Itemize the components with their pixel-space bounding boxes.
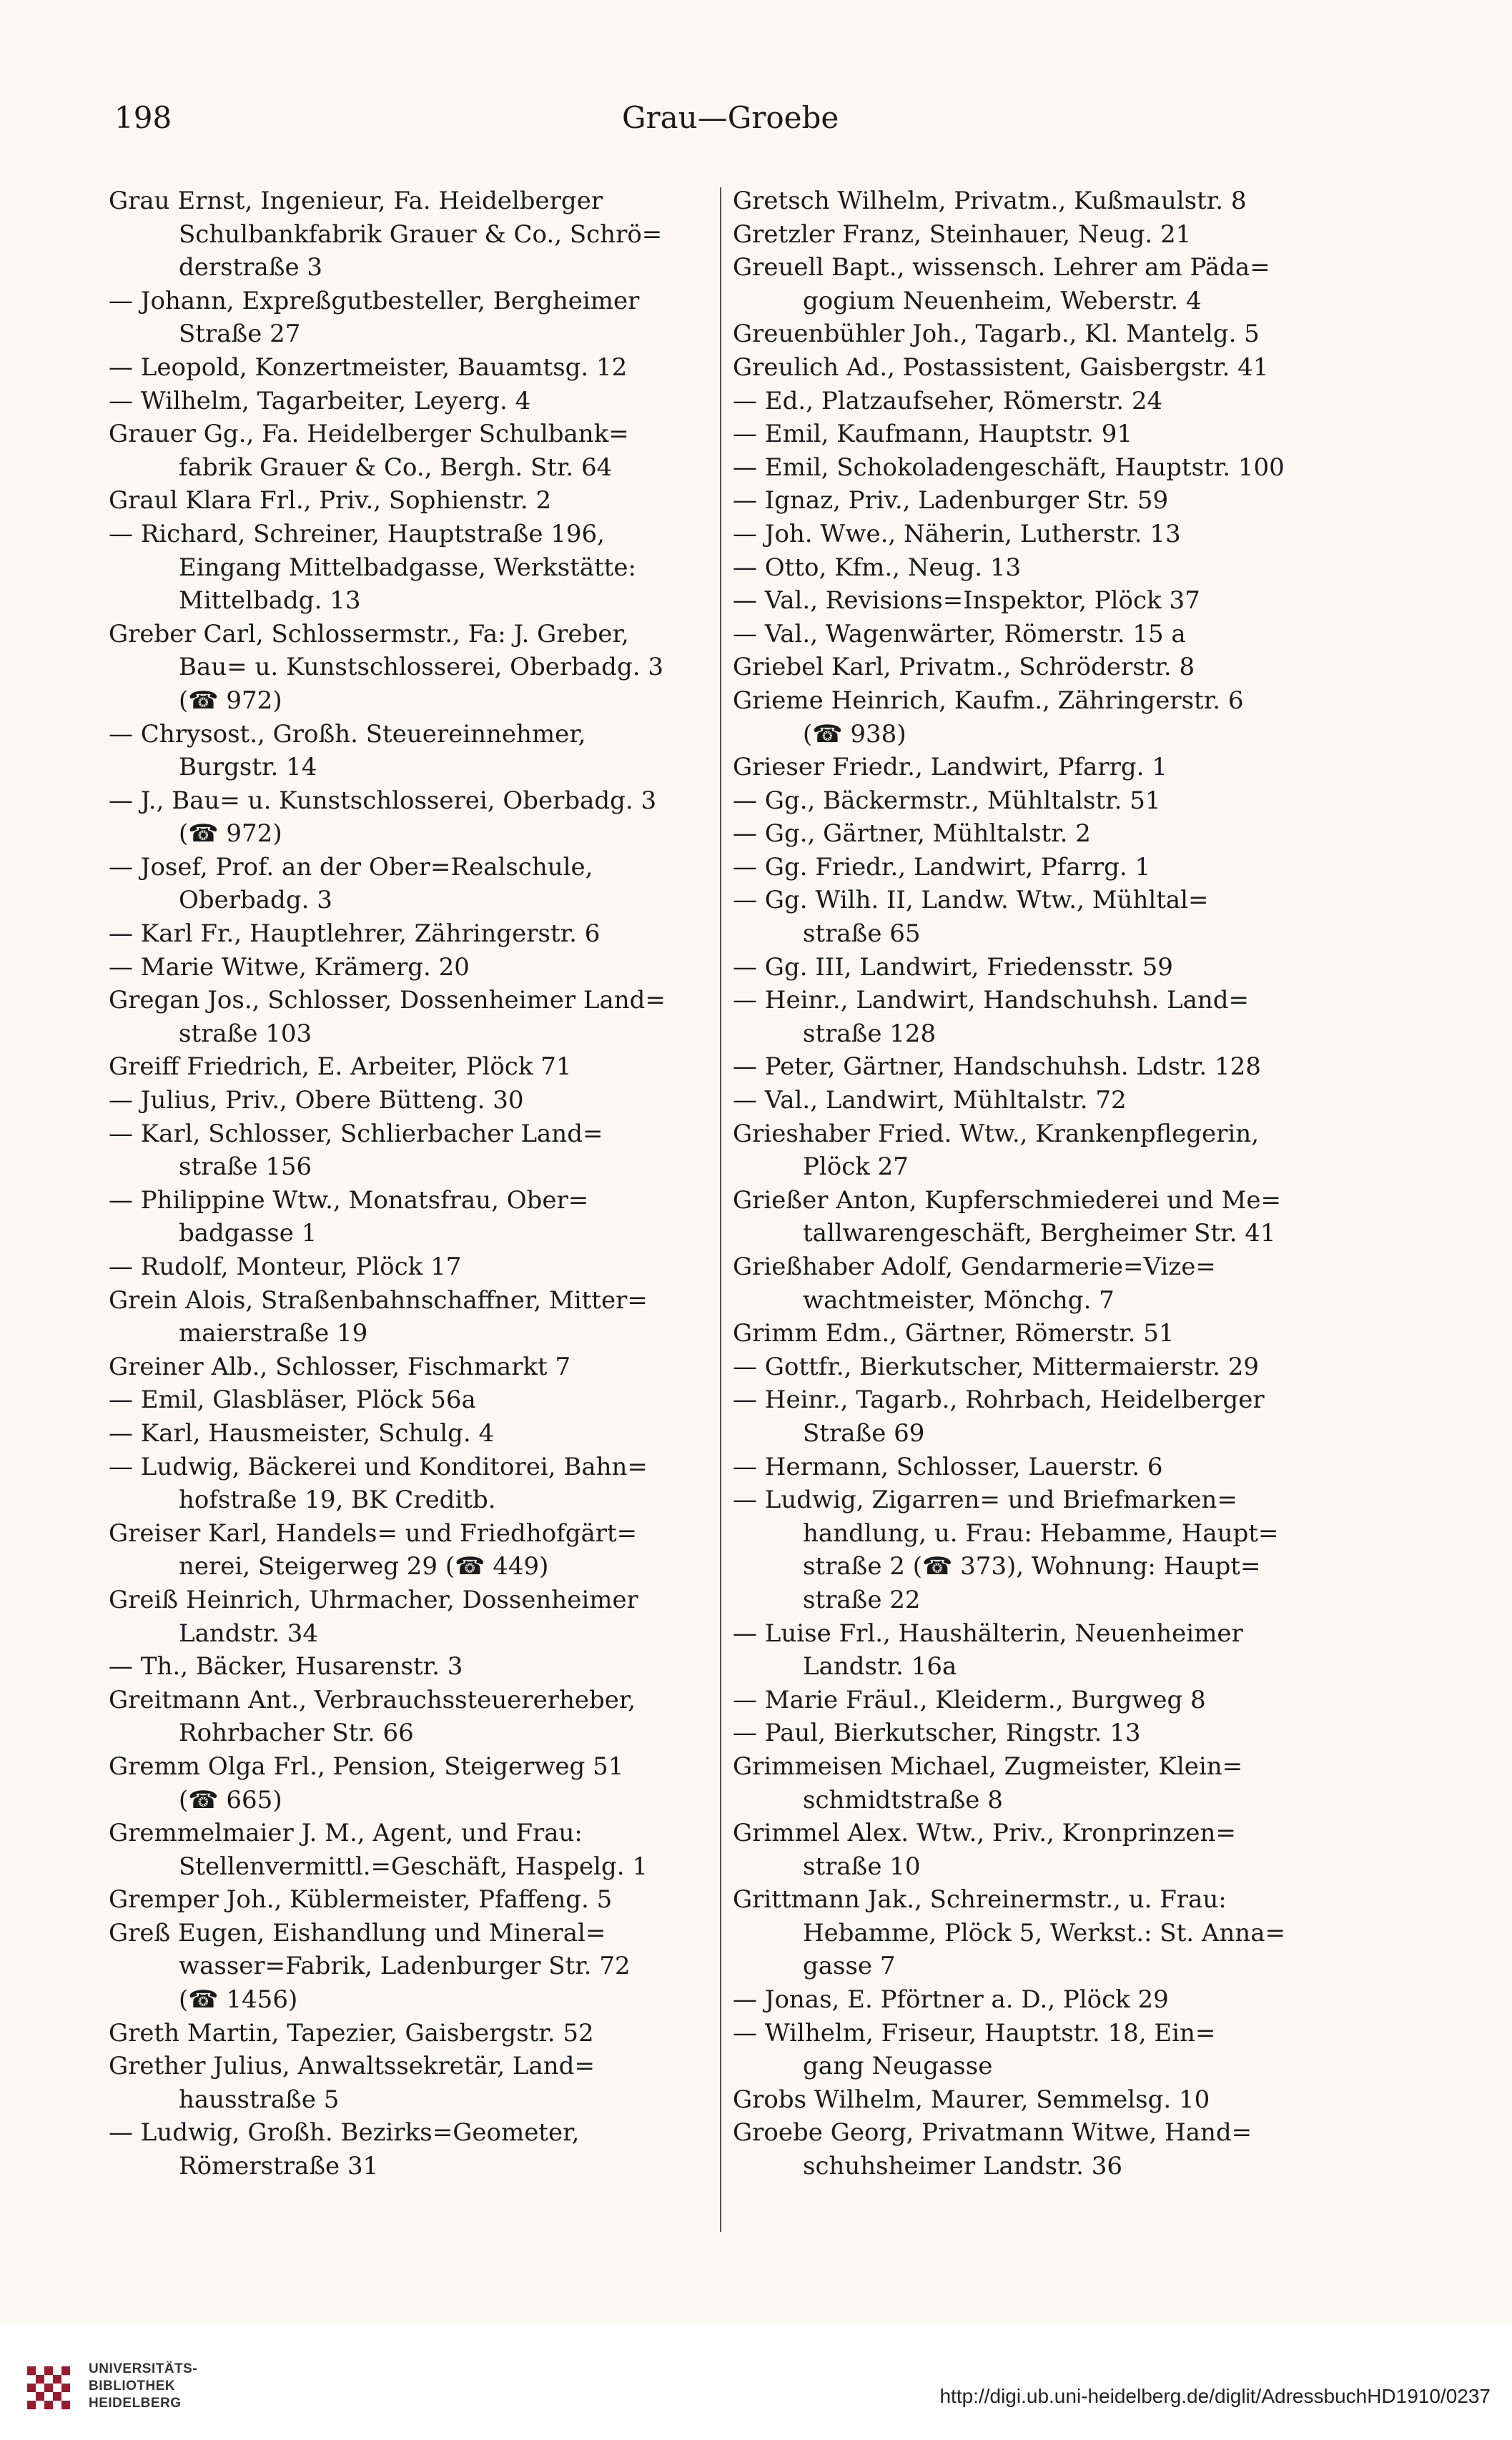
entry-continuation-line: straße 10 bbox=[803, 1852, 921, 1881]
entry-line: Greth Martin, Tapezier, Gaisbergstr. 52 bbox=[109, 2018, 594, 2048]
footer bbox=[0, 2323, 1512, 2440]
entry-line: Greiner Alb., Schlosser, Fischmarkt 7 bbox=[109, 1352, 571, 1381]
entry-continuation-line: badgasse 1 bbox=[179, 1219, 317, 1248]
entry-line: — Marie Fräul., Kleiderm., Burgweg 8 bbox=[733, 1685, 1206, 1714]
entry-line: — Gg. III, Landwirt, Friedensstr. 59 bbox=[733, 952, 1173, 982]
entry-line: Gremmelmaier J. M., Agent, und Frau: bbox=[109, 1819, 583, 1848]
entry-line: — Paul, Bierkutscher, Ringstr. 13 bbox=[733, 1719, 1141, 1748]
entry-continuation-line: gogium Neuenheim, Weberstr. 4 bbox=[803, 286, 1202, 315]
entry-line: Gretzler Franz, Steinhauer, Neug. 21 bbox=[733, 219, 1192, 249]
entry-continuation-line: Schulbankfabrik Grauer & Co., Schrö= bbox=[179, 219, 663, 249]
entry-line: — Karl, Schlosser, Schlierbacher Land= bbox=[109, 1119, 603, 1148]
entry-line: — Emil, Schokoladengeschäft, Hauptstr. 100 bbox=[733, 453, 1285, 482]
entry-continuation-line: Landstr. 16a bbox=[803, 1652, 957, 1681]
entry-line: Grieser Friedr., Landwirt, Pfarrg. 1 bbox=[733, 753, 1167, 782]
entry-line: — Peter, Gärtner, Handschuhsh. Ldstr. 128 bbox=[733, 1052, 1261, 1082]
entry-continuation-line: gasse 7 bbox=[803, 1952, 896, 1981]
entry-line: — Ludwig, Bäckerei und Konditorei, Bahn= bbox=[109, 1452, 648, 1481]
entry-continuation-line: Landstr. 34 bbox=[179, 1619, 319, 1648]
entry-line: Gremm Olga Frl., Pension, Steigerweg 51 bbox=[109, 1752, 624, 1781]
entry-line: Gregan Jos., Schlosser, Dossenheimer Land= bbox=[109, 986, 666, 1015]
library-name-line: UNIVERSITÄTS- bbox=[89, 2361, 198, 2376]
entry-continuation-line: Straße 69 bbox=[803, 1418, 925, 1448]
source-url-link[interactable]: http://digi.ub.uni-heidelberg.de/diglit/AdressbuchHD1910/0237 bbox=[939, 2385, 1491, 2407]
university-seal-icon bbox=[21, 2361, 76, 2415]
entry-line: Greß Eugen, Eishandlung und Mineral= bbox=[109, 1918, 606, 1947]
entry-continuation-line: nerei, Steigerweg 29 (☎ 449) bbox=[179, 1552, 549, 1581]
entry-line: — Ludwig, Großh. Bezirks=Geometer, bbox=[109, 2118, 580, 2148]
entry-continuation-line: straße 103 bbox=[179, 1019, 312, 1048]
entry-line: — Wilhelm, Tagarbeiter, Leyerg. 4 bbox=[109, 386, 531, 415]
entry-line: — Emil, Kaufmann, Hauptstr. 91 bbox=[733, 420, 1133, 449]
entry-line: Grether Julius, Anwaltssekretär, Land= bbox=[109, 2052, 595, 2081]
entry-line: Greiser Karl, Handels= und Friedhofgärt= bbox=[109, 1518, 638, 1548]
entry-line: — Otto, Kfm., Neug. 13 bbox=[733, 553, 1022, 582]
entry-line: Grimmeisen Michael, Zugmeister, Klein= bbox=[733, 1752, 1243, 1781]
entry-continuation-line: wachtmeister, Mönchg. 7 bbox=[803, 1285, 1115, 1315]
entry-continuation-line: tallwarengeschäft, Bergheimer Str. 41 bbox=[803, 1219, 1276, 1248]
entry-line: — Chrysost., Großh. Steuereinnehmer, bbox=[109, 719, 586, 749]
entry-line: Gremper Joh., Küblermeister, Pfaffeng. 5 bbox=[109, 1885, 613, 1915]
entry-continuation-line: Hebamme, Plöck 5, Werkst.: St. Anna= bbox=[803, 1918, 1285, 1947]
entry-continuation-line: handlung, u. Frau: Hebamme, Haupt= bbox=[803, 1518, 1279, 1548]
entry-continuation-line: maierstraße 19 bbox=[179, 1319, 368, 1348]
entry-line: — Gottfr., Bierkutscher, Mittermaierstr. 29 bbox=[733, 1352, 1259, 1381]
entry-line: — Val., Revisions=Inspektor, Plöck 37 bbox=[733, 586, 1200, 616]
entry-continuation-line: fabrik Grauer & Co., Bergh. Str. 64 bbox=[179, 453, 613, 482]
entry-line: — Th., Bäcker, Husarenstr. 3 bbox=[109, 1652, 463, 1681]
entry-continuation-line: (☎ 938) bbox=[803, 719, 906, 749]
entry-line: — Gg. Friedr., Landwirt, Pfarrg. 1 bbox=[733, 852, 1151, 881]
entry-line: Groebe Georg, Privatmann Witwe, Hand= bbox=[733, 2118, 1252, 2148]
entry-line: — J., Bau= u. Kunstschlosserei, Oberbadg. 3 bbox=[109, 786, 657, 815]
entry-line: — Karl, Hausmeister, Schulg. 4 bbox=[109, 1418, 495, 1448]
entry-continuation-line: schmidtstraße 8 bbox=[803, 1785, 1003, 1814]
entry-line: Greuell Bapt., wissensch. Lehrer am Päda= bbox=[733, 253, 1270, 282]
entry-line: — Richard, Schreiner, Hauptstraße 196, bbox=[109, 519, 605, 548]
entry-continuation-line: Plöck 27 bbox=[803, 1152, 909, 1182]
library-name-line: HEIDELBERG bbox=[89, 2396, 182, 2411]
entry-continuation-line: (☎ 972) bbox=[179, 819, 282, 849]
entry-continuation-line: Mittelbadg. 13 bbox=[179, 586, 361, 616]
entry-continuation-line: schuhsheimer Landstr. 36 bbox=[803, 2152, 1122, 2181]
entry-continuation-line: Oberbadg. 3 bbox=[179, 886, 332, 915]
entry-continuation-line: hausstraße 5 bbox=[179, 2085, 340, 2114]
entry-line: Grieme Heinrich, Kaufm., Zähringerstr. 6 bbox=[733, 686, 1244, 715]
entry-line: — Heinr., Tagarb., Rohrbach, Heidelberger bbox=[733, 1386, 1265, 1415]
entry-line: — Wilhelm, Friseur, Hauptstr. 18, Ein= bbox=[733, 2018, 1216, 2048]
entry-line: Greiß Heinrich, Uhrmacher, Dossenheimer bbox=[109, 1585, 638, 1614]
entry-line: Gretsch Wilhelm, Privatm., Kußmaulstr. 8 bbox=[733, 187, 1247, 215]
entry-continuation-line: straße 65 bbox=[803, 919, 921, 949]
entry-line: — Ludwig, Zigarren= und Briefmarken= bbox=[733, 1486, 1237, 1515]
entry-continuation-line: Straße 27 bbox=[179, 320, 301, 349]
entry-line: Grobs Wilhelm, Maurer, Semmelsg. 10 bbox=[733, 2085, 1210, 2114]
entry-continuation-line: Bau= u. Kunstschlosserei, Oberbadg. 3 bbox=[179, 653, 663, 682]
entry-continuation-line: Stellenvermittl.=Geschäft, Haspelg. 1 bbox=[179, 1852, 648, 1881]
library-name bbox=[89, 2361, 197, 2412]
entry-line: — Gg., Bäckermstr., Mühltalstr. 51 bbox=[733, 786, 1161, 815]
entry-line: Greiff Friedrich, E. Arbeiter, Plöck 71 bbox=[109, 1052, 572, 1082]
entry-continuation-line: straße 22 bbox=[803, 1585, 921, 1614]
entry-line: — Marie Witwe, Krämerg. 20 bbox=[109, 952, 470, 982]
entry-line: — Joh. Wwe., Näherin, Lutherstr. 13 bbox=[733, 519, 1181, 548]
entry-line: Grimm Edm., Gärtner, Römerstr. 51 bbox=[733, 1319, 1175, 1348]
entry-line: — Jonas, E. Pförtner a. D., Plöck 29 bbox=[733, 1985, 1169, 2015]
entry-continuation-line: wasser=Fabrik, Ladenburger Str. 72 bbox=[179, 1952, 631, 1981]
entry-line: — Josef, Prof. an der Ober=Realschule, bbox=[109, 852, 593, 881]
entry-line: — Rudolf, Monteur, Plöck 17 bbox=[109, 1253, 462, 1281]
entry-continuation-line: Eingang Mittelbadgasse, Werkstätte: bbox=[179, 553, 637, 582]
page-number: 198 bbox=[114, 100, 172, 135]
entry-line: — Ed., Platzaufseher, Römerstr. 24 bbox=[733, 386, 1163, 415]
entry-line: — Luise Frl., Haushälterin, Neuenheimer bbox=[733, 1619, 1243, 1648]
entry-line: — Gg. Wilh. II, Landw. Wtw., Mühltal= bbox=[733, 886, 1209, 915]
entry-line: — Hermann, Schlosser, Lauerstr. 6 bbox=[733, 1452, 1163, 1481]
entry-line: Greuenbühler Joh., Tagarb., Kl. Mantelg. 5 bbox=[733, 320, 1260, 349]
entry-continuation-line: Römerstraße 31 bbox=[179, 2152, 379, 2181]
entry-line: Grießer Anton, Kupferschmiederei und Me= bbox=[733, 1185, 1282, 1215]
entry-continuation-line: gang Neugasse bbox=[803, 2052, 993, 2081]
entry-line: — Ignaz, Priv., Ladenburger Str. 59 bbox=[733, 486, 1169, 515]
running-head: Grau—Groebe bbox=[622, 100, 839, 135]
entry-line: Greber Carl, Schlossermstr., Fa: J. Greber, bbox=[109, 619, 629, 648]
entry-line: Grauer Gg., Fa. Heidelberger Schulbank= bbox=[109, 420, 629, 449]
library-name-line: BIBLIOTHEK bbox=[89, 2379, 176, 2394]
entry-line: Grimmel Alex. Wtw., Priv., Kronprinzen= bbox=[733, 1819, 1236, 1848]
entry-line: — Johann, Expreßgutbesteller, Bergheimer bbox=[109, 286, 640, 315]
entry-continuation-line: hofstraße 19, BK Creditb. bbox=[179, 1486, 496, 1515]
entry-continuation-line: Rohrbacher Str. 66 bbox=[179, 1719, 414, 1748]
entry-continuation-line: straße 128 bbox=[803, 1019, 937, 1048]
entry-line: — Val., Wagenwärter, Römerstr. 15 a bbox=[733, 619, 1186, 648]
entry-line: — Leopold, Konzertmeister, Bauamtsg. 12 bbox=[109, 352, 628, 382]
entry-line: — Emil, Glasbläser, Plöck 56a bbox=[109, 1386, 476, 1415]
right-column bbox=[733, 184, 1340, 2183]
entry-line: Grießhaber Adolf, Gendarmerie=Vize= bbox=[733, 1253, 1216, 1281]
entry-line: Grieshaber Fried. Wtw., Krankenpflegerin, bbox=[733, 1119, 1260, 1148]
entry-line: Greulich Ad., Postassistent, Gaisbergstr. 41 bbox=[733, 352, 1269, 382]
entry-line: Greitmann Ant., Verbrauchssteuererheber, bbox=[109, 1685, 636, 1714]
entry-continuation-line: (☎ 665) bbox=[179, 1785, 282, 1814]
left-column bbox=[109, 184, 716, 2183]
entry-continuation-line: straße 156 bbox=[179, 1152, 312, 1182]
entry-line: — Julius, Priv., Obere Bütteng. 30 bbox=[109, 1086, 524, 1115]
column-divider bbox=[720, 187, 721, 2232]
entry-continuation-line: derstraße 3 bbox=[179, 253, 323, 282]
entry-continuation-line: (☎ 1456) bbox=[179, 1985, 298, 2015]
entry-line: — Philippine Wtw., Monatsfrau, Ober= bbox=[109, 1185, 589, 1215]
entry-line: — Heinr., Landwirt, Handschuhsh. Land= bbox=[733, 986, 1250, 1015]
entry-line: Grau Ernst, Ingenieur, Fa. Heidelberger bbox=[109, 187, 603, 215]
entry-line: — Karl Fr., Hauptlehrer, Zähringerstr. 6 bbox=[109, 919, 601, 949]
entry-line: Graul Klara Frl., Priv., Sophienstr. 2 bbox=[109, 486, 552, 515]
entry-line: Grein Alois, Straßenbahnschaffner, Mitter= bbox=[109, 1285, 648, 1315]
entry-continuation-line: (☎ 972) bbox=[179, 686, 282, 715]
entry-line: Griebel Karl, Privatm., Schröderstr. 8 bbox=[733, 653, 1195, 682]
entry-line: — Gg., Gärtner, Mühltalstr. 2 bbox=[733, 819, 1091, 849]
entry-continuation-line: Burgstr. 14 bbox=[179, 753, 317, 782]
entry-line: — Val., Landwirt, Mühltalstr. 72 bbox=[733, 1086, 1127, 1115]
entry-continuation-line: straße 2 (☎ 373), Wohnung: Haupt= bbox=[803, 1552, 1261, 1581]
entry-line: Grittmann Jak., Schreinermstr., u. Frau: bbox=[733, 1885, 1227, 1915]
